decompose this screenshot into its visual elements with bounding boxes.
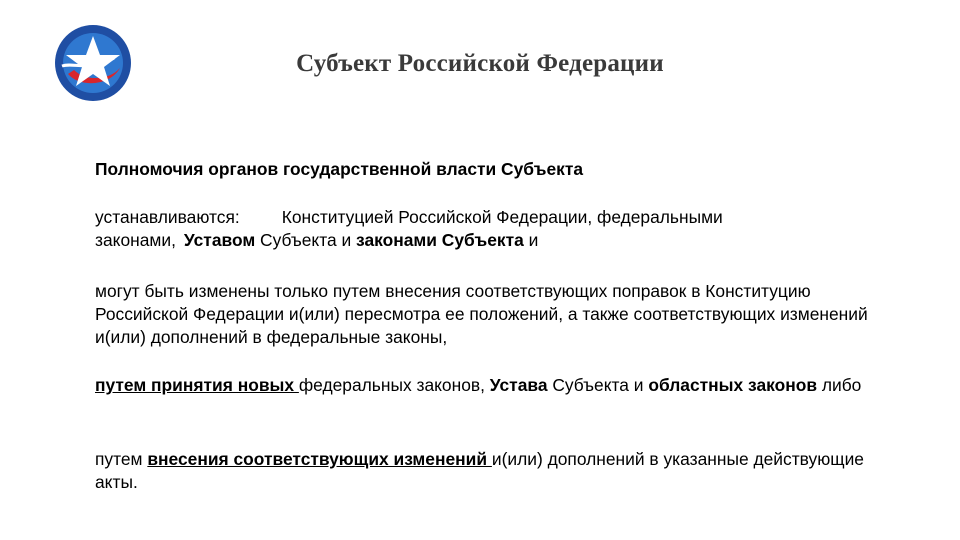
text-segment: федеральных законов, [298, 375, 490, 395]
powers-heading: Полномочия органов государственной власти Субъекта [95, 159, 584, 179]
page-title: Субъект Российской Федерации [296, 50, 664, 77]
paragraph-amendments [95, 448, 875, 494]
text-segment: либо [817, 375, 862, 395]
heading-paragraph [95, 158, 875, 181]
text-segment: Конституцией Российской Федерации, федеральными [281, 207, 723, 227]
text-segment-bold-underlined: путем принятия новых [95, 375, 299, 395]
paragraph-established [95, 206, 875, 252]
text-segment-bold: Устава [489, 375, 548, 395]
paragraph-changes: могут быть изменены только путем внесения соответствующих поправок в Конституцию Российской Федерации и(или) пересмотра ее положений, а также соответствующих изменений и(или) дополнений в федеральные законы, [95, 281, 868, 347]
text-segment: устанавливаются: [95, 207, 240, 227]
text-segment: законами, [95, 230, 176, 250]
text-segment-bold-underlined: внесения соответствующих изменений [147, 449, 492, 469]
text-segment: путем [95, 449, 148, 469]
text-segment: Субъекта и [255, 230, 357, 250]
text-segment: и [523, 230, 539, 250]
paragraph-new-laws [95, 374, 875, 397]
text-segment-bold: законами Субъекта [356, 230, 524, 250]
text-segment-bold: Уставом [183, 230, 256, 250]
text-segment: Субъекта и [547, 375, 649, 395]
text-segment-bold: областных законов [648, 375, 818, 395]
text-segment: и(или) дополнений в указанные действующие акты. [95, 449, 864, 492]
